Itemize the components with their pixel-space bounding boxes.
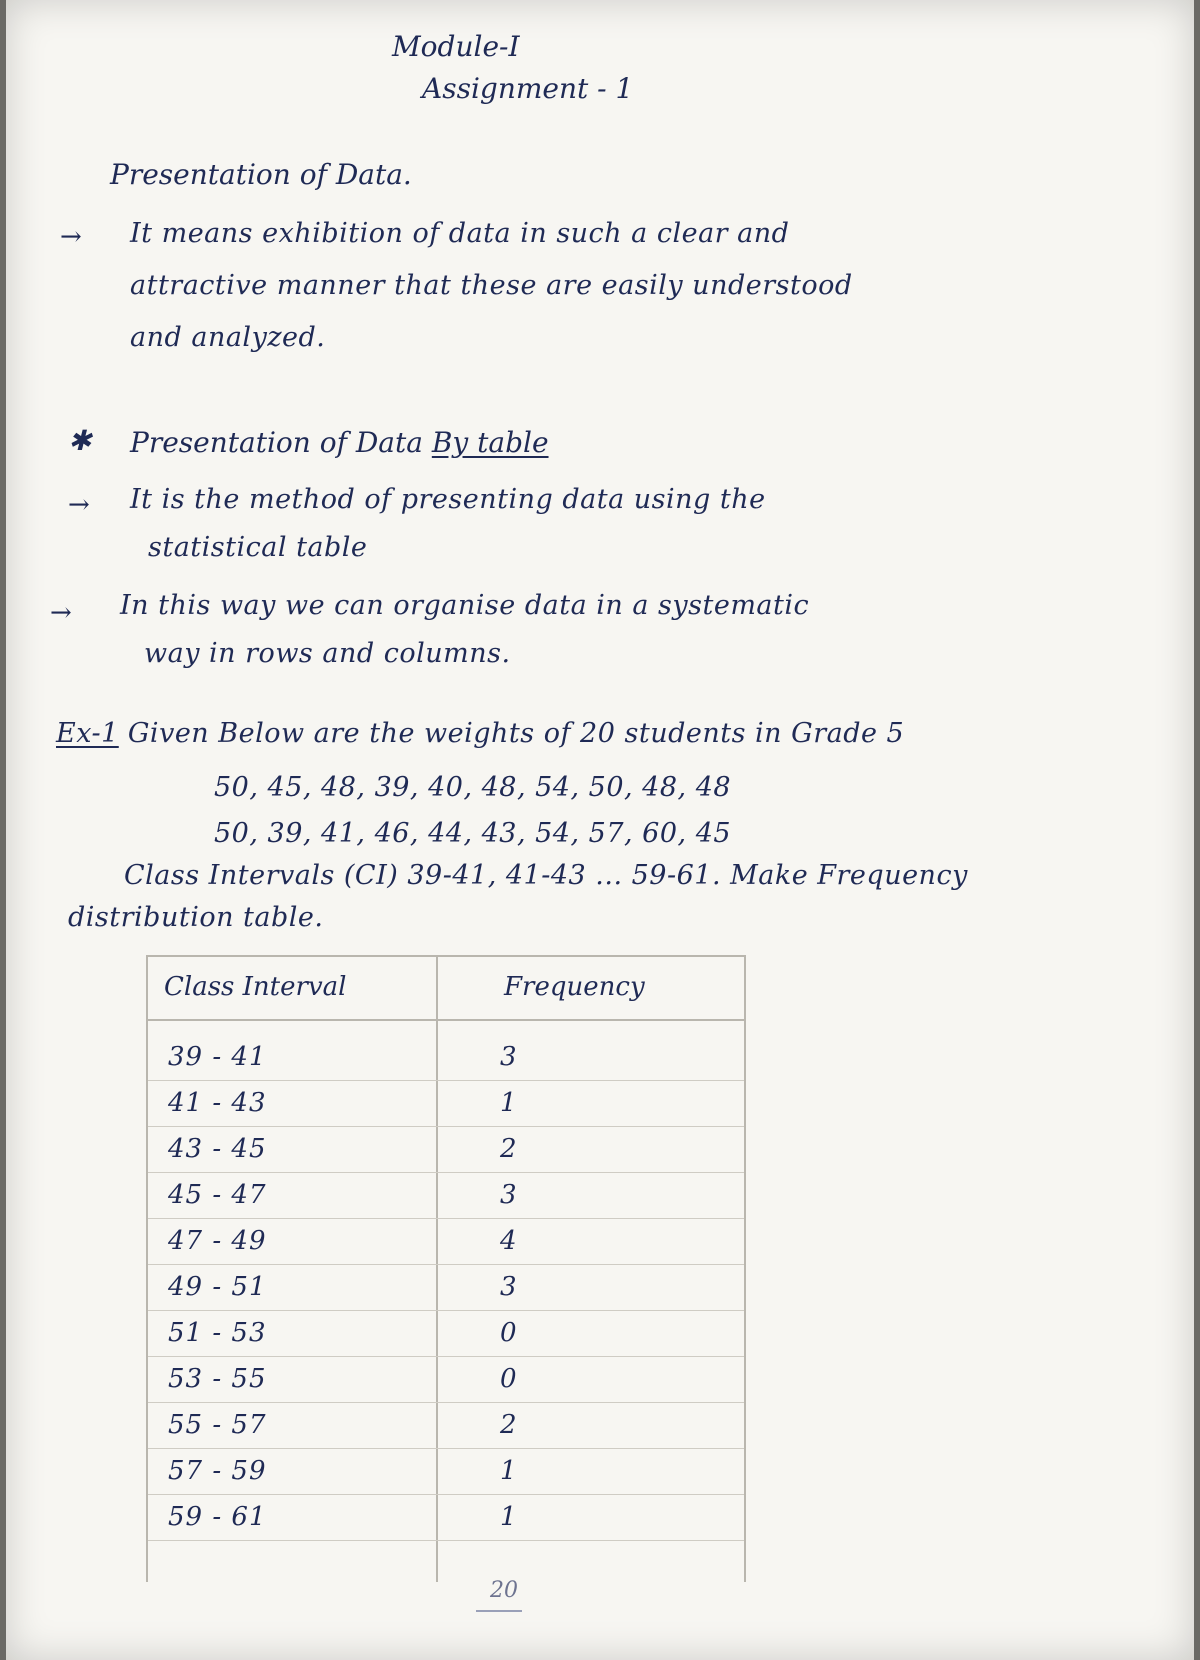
module-heading: Module-I [392, 30, 520, 63]
frequency-cell: 3 [500, 1180, 517, 1210]
class-interval-cell: 57 - 59 [168, 1456, 267, 1486]
table-row [148, 1264, 744, 1311]
frequency-cell: 4 [500, 1226, 517, 1256]
frequency-cell: 2 [500, 1134, 517, 1164]
class-interval-cell: 55 - 57 [168, 1410, 267, 1440]
right-arrow-icon: → [60, 222, 82, 252]
class-interval-cell: 53 - 55 [168, 1364, 267, 1394]
frequency-cell: 1 [500, 1456, 517, 1486]
header-class-interval: Class Interval [164, 972, 347, 1002]
table-row [148, 1448, 744, 1495]
table-row [148, 1080, 744, 1127]
frequency-cell: 3 [500, 1272, 517, 1302]
table-row [148, 1126, 744, 1173]
frequency-cell: 0 [500, 1364, 517, 1394]
class-interval-cell: 51 - 53 [168, 1318, 267, 1348]
table-row [148, 1310, 744, 1357]
notebook-page [6, 0, 1194, 1660]
table-row [148, 1034, 744, 1081]
frequency-table [146, 955, 746, 1582]
section1-line-1: It means exhibition of data in such a clear and [130, 218, 790, 249]
asterisk-icon: ✱ [68, 424, 92, 457]
frequency-cell: 0 [500, 1318, 517, 1348]
table-row [148, 1494, 744, 1541]
example-line2: Class Intervals (CI) 39-41, 41-43 ... 59-61. Make Frequency [124, 860, 968, 891]
class-interval-cell: 47 - 49 [168, 1226, 267, 1256]
total-underline [476, 1610, 522, 1612]
section2-bullet1-line1: It is the method of presenting data using the [130, 484, 766, 515]
section1-title: Presentation of Data. [110, 158, 412, 191]
frequency-cell: 1 [500, 1502, 517, 1532]
header-frequency: Frequency [504, 972, 645, 1002]
example-data-line2: 50, 39, 41, 46, 44, 43, 54, 57, 60, 45 [214, 818, 732, 849]
section2-title-emphasis: By table [431, 426, 549, 459]
example-line3: distribution table. [68, 902, 324, 933]
table-row [148, 1218, 744, 1265]
frequency-cell: 2 [500, 1410, 517, 1440]
example-statement [56, 718, 904, 749]
frequency-cell: 1 [500, 1088, 517, 1118]
right-arrow-icon: → [50, 598, 72, 628]
table-header [148, 957, 744, 1021]
section2-bullet1-line2: statistical table [148, 532, 368, 563]
frequency-total: 20 [490, 1578, 518, 1603]
example-label: Ex-1 [56, 718, 119, 749]
frequency-cell: 3 [500, 1042, 517, 1072]
table-row [148, 1172, 744, 1219]
class-interval-cell: 49 - 51 [168, 1272, 267, 1302]
section2-bullet2-line2: way in rows and columns. [144, 638, 511, 669]
class-interval-cell: 41 - 43 [168, 1088, 267, 1118]
class-interval-cell: 43 - 45 [168, 1134, 267, 1164]
class-interval-cell: 39 - 41 [168, 1042, 267, 1072]
example-data-line1: 50, 45, 48, 39, 40, 48, 54, 50, 48, 48 [214, 772, 732, 803]
assignment-heading: Assignment - 1 [422, 72, 634, 105]
table-row [148, 1402, 744, 1449]
example-line1: Given Below are the weights of 20 students in Grade 5 [127, 718, 905, 749]
class-interval-cell: 45 - 47 [168, 1180, 267, 1210]
section1-line-2: attractive manner that these are easily understood [130, 270, 853, 301]
table-row [148, 1356, 744, 1403]
section1-line-3: and analyzed. [130, 322, 326, 353]
right-arrow-icon: → [68, 490, 90, 520]
section2-title [130, 426, 549, 459]
section2-bullet2-line1: In this way we can organise data in a systematic [120, 590, 810, 621]
section2-title-main: Presentation of Data [130, 426, 423, 459]
class-interval-cell: 59 - 61 [168, 1502, 267, 1532]
